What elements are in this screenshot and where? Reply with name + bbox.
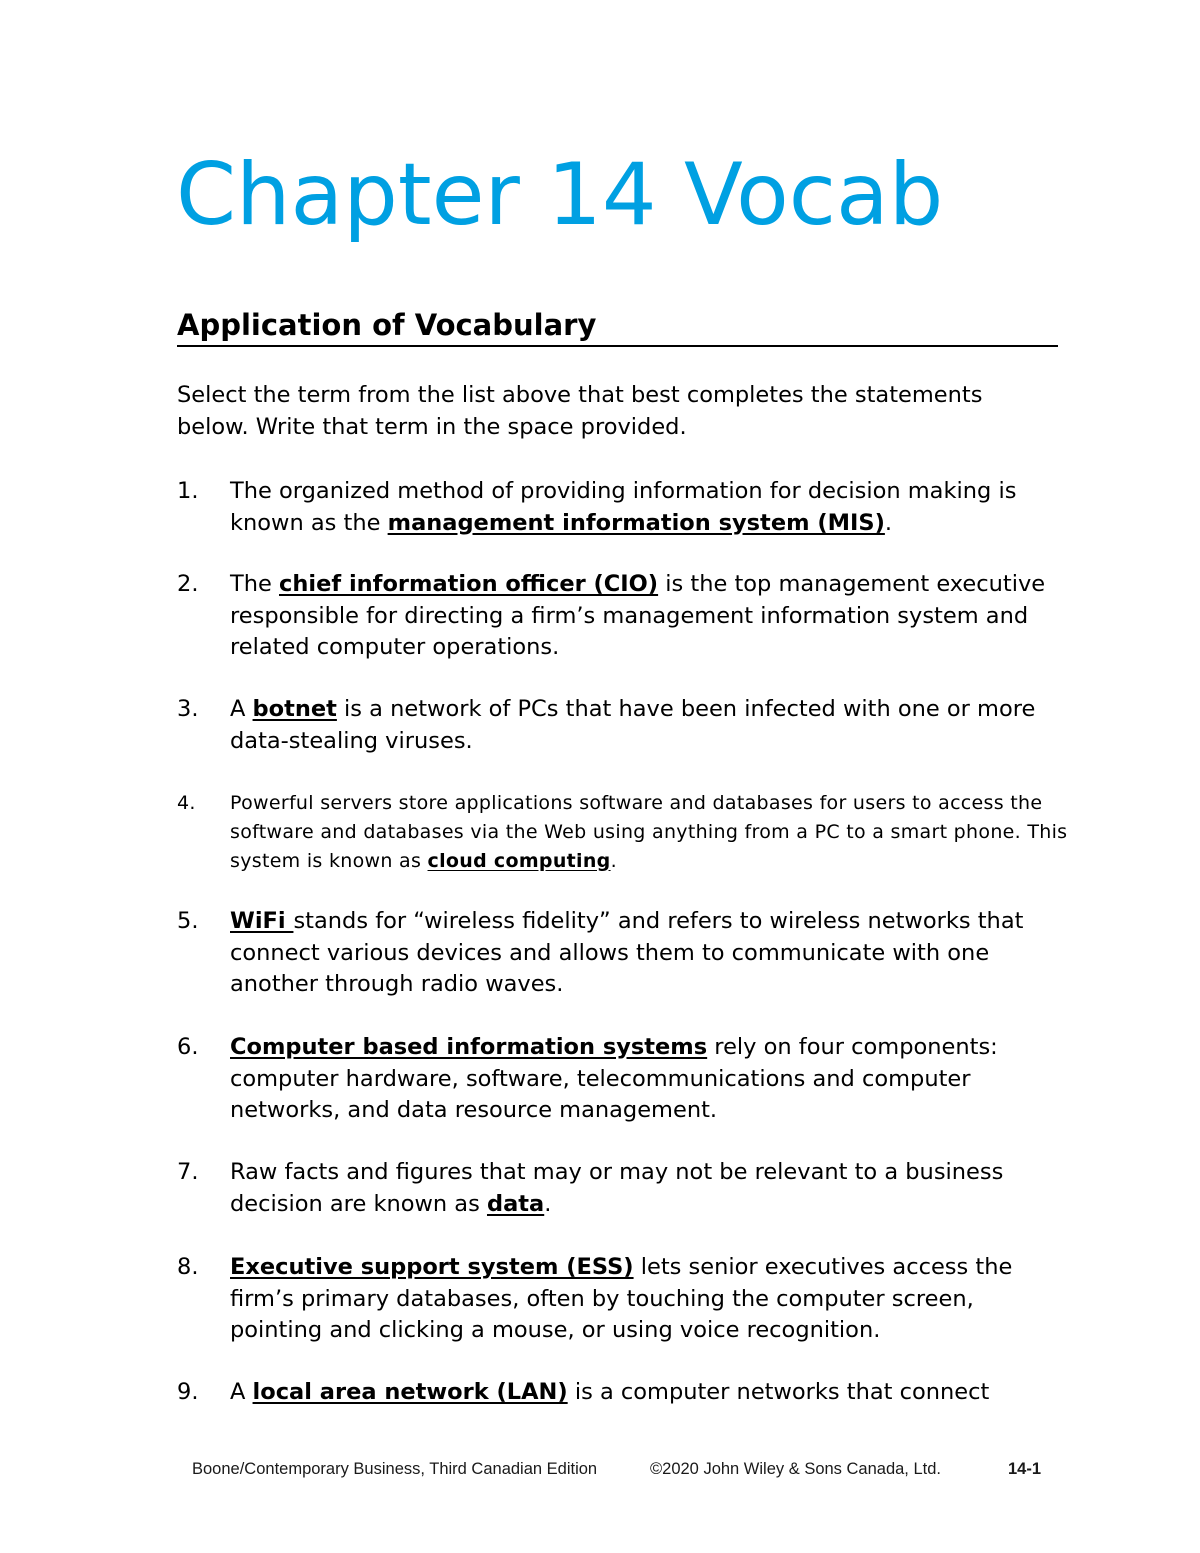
- footer-page-number: 14-1: [1008, 1460, 1042, 1478]
- section-heading: Application of Vocabulary: [177, 305, 1058, 347]
- item-number: 9.: [177, 1379, 199, 1405]
- answer-term: WiFi: [230, 908, 294, 934]
- answer-term: management information system (MIS): [387, 509, 885, 536]
- answer-term: Executive support system (ESS): [230, 1254, 634, 1280]
- item-number: 5.: [177, 908, 199, 934]
- item-number: 3.: [177, 696, 199, 722]
- item-text: WiFi stands for “wireless fidelity” and refers to wireless networks that connect various devices and allows them to communicate with one another through radio waves.: [230, 908, 1024, 997]
- instructions-text: Select the term from the list above that best completes the statements below. Write that term in the space provided.: [177, 382, 983, 440]
- item-text: A botnet is a network of PCs that have been infected with one or more data-stealing viruses.: [230, 696, 1036, 754]
- page-footer: [192, 1460, 1052, 1486]
- item-number: 8.: [177, 1254, 199, 1280]
- item-number: 7.: [177, 1159, 199, 1185]
- answer-term: botnet: [252, 696, 337, 722]
- item-number: 2.: [177, 571, 199, 597]
- item-text: The chief information officer (CIO) is the top management executive responsible for directing a firm’s management information system and related computer operations.: [230, 571, 1046, 660]
- answer-term: data: [486, 1190, 545, 1217]
- item-text: Raw facts and figures that may or may not be relevant to a business decision are known as data.: [230, 1159, 1004, 1217]
- footer-copyright: ©2020 John Wiley & Sons Canada, Ltd.: [650, 1460, 941, 1478]
- page-title: Chapter 14 Vocab: [176, 145, 944, 245]
- answer-term: local area network (LAN): [252, 1379, 568, 1405]
- answer-term: chief information officer (CIO): [279, 571, 659, 597]
- item-text: A local area network (LAN) is a computer networks that connect: [230, 1379, 990, 1405]
- answer-term: cloud computing: [427, 849, 611, 872]
- item-text: Powerful servers store applications software and databases for users to access the software and databases via the Web using anything from a PC to a smart phone. This system is known as cloud computing.: [230, 792, 1068, 872]
- item-text: Executive support system (ESS) lets senior executives access the firm’s primary databases, often by touching the computer screen, pointing and clicking a mouse, or using voice recognition.: [230, 1254, 1013, 1343]
- item-text: Computer based information systems rely on four components: computer hardware, software, telecommunications and computer networks, and data resource management.: [230, 1034, 998, 1123]
- item-number: 6.: [177, 1034, 199, 1060]
- item-number: 4.: [177, 792, 196, 814]
- answer-term: Computer based information systems: [230, 1034, 708, 1060]
- item-number: 1.: [177, 478, 199, 504]
- item-text: The organized method of providing information for decision making is known as the management information system (MIS).: [230, 478, 1017, 536]
- footer-book-title: Boone/Contemporary Business, Third Canadian Edition: [192, 1460, 598, 1478]
